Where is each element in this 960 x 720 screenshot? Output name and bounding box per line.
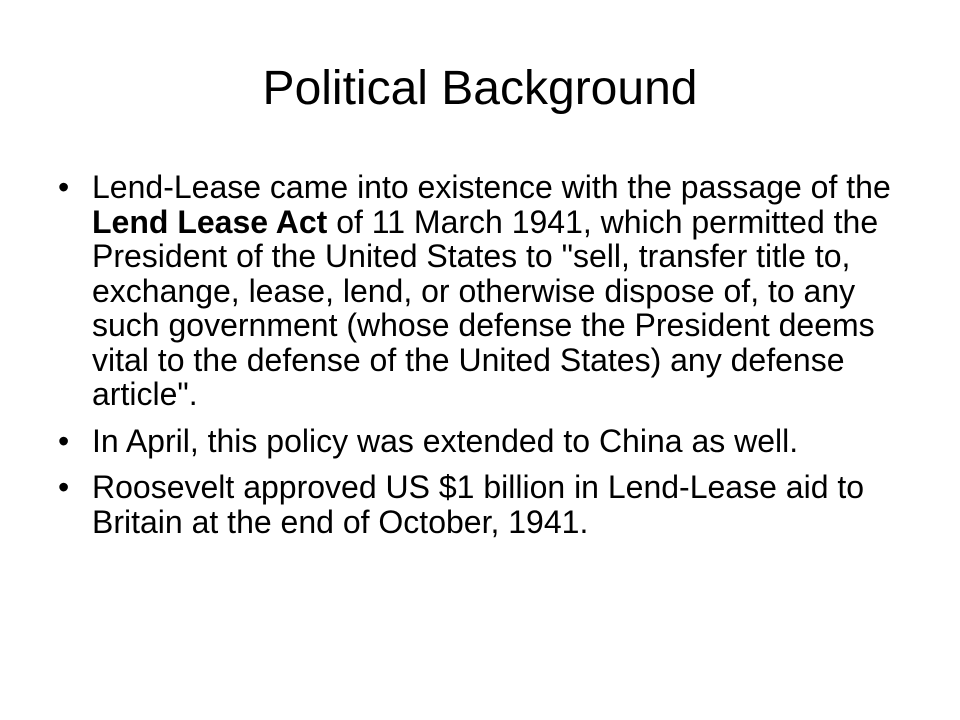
bullet-marker: • (58, 422, 70, 459)
bullet-text: In April, this policy was extended to China as well. (92, 422, 799, 459)
bullet-marker: • (58, 469, 70, 505)
bullet-text-bold-act: Lend Lease Act (92, 203, 328, 240)
bullet-text-start: Lend-Lease came into existence with the passage of the (92, 169, 891, 205)
bullet-text: Roosevelt approved US $1 billion in Lend-Lease aid to Britain at the end of October, 1941. (92, 469, 865, 540)
bullet-marker: • (58, 169, 70, 205)
bullet-item-lend-lease-act (58, 170, 898, 412)
bullet-list (58, 170, 898, 551)
bullet-item-roosevelt (58, 470, 898, 539)
slide-title: Political Background (262, 62, 698, 115)
bullet-text-end: of 11 March 1941, which permitted the President of the United States to "sell, transfer title to, exchange, lease, lend, or otherwise dispose of, to any such government (whose defense the President deems vital to the defense of the United States) any defense article". (92, 203, 879, 412)
bullet-item-china (58, 424, 898, 459)
